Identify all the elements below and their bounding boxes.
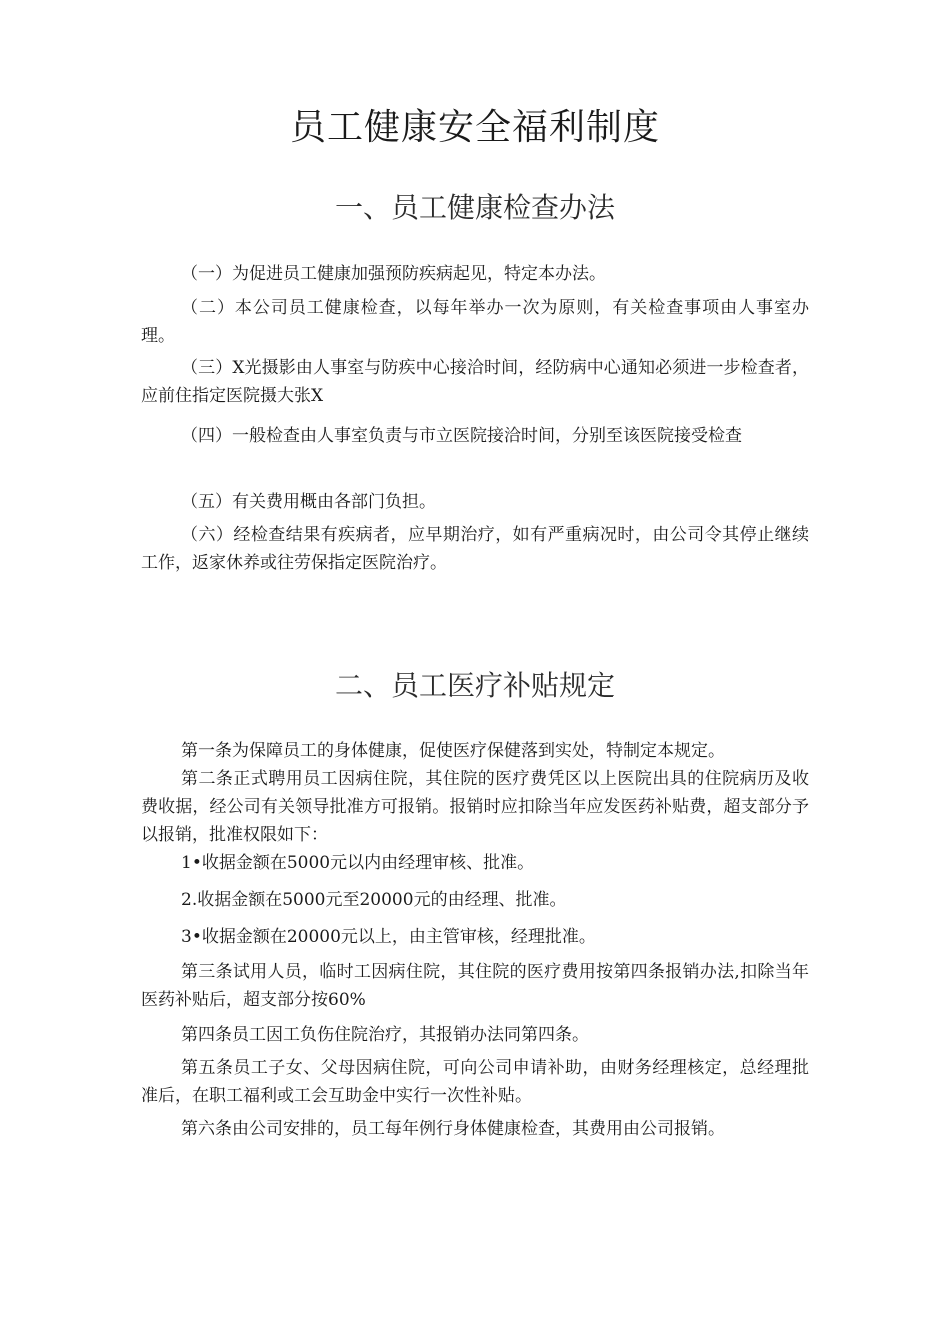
section-2-paragraph: 第六条由公司安排的，员工每年例行身体健康检查，其费用由公司报销。: [181, 1119, 725, 1139]
section-1-paragraph: （二）本公司员工健康检查，以每年举办一次为原则，有关检查事项由人事室办理。: [141, 298, 809, 346]
section-1-paragraph: （一）为促进员工健康加强预防疾病起见，特定本办法。: [181, 264, 606, 284]
section-1-paragraph: （五）有关费用概由各部门负担。: [181, 492, 436, 512]
section-2-paragraph: 2.收据金额在5000元至20000元的由经理、批准。: [181, 890, 567, 910]
section-2-paragraph: 第一条为保障员工的身体健康，促使医疗保健落到实处，特制定本规定。: [181, 741, 725, 761]
section-1-heading: 一、员工健康检查办法: [334, 191, 615, 224]
section-1-paragraph: （四）一般检查由人事室负责与市立医院接洽时间，分别至该医院接受检查: [181, 426, 742, 446]
section-2-paragraph: 3•收据金额在20000元以上，由主管审核，经理批准。: [181, 927, 596, 947]
section-1-paragraph: （三）X光摄影由人事室与防疾中心接洽时间，经防病中心通知必须进一步检查者，应前住指定医院摄大张X: [141, 358, 809, 406]
section-2-paragraph: 第四条员工因工负伤住院治疗，其报销办法同第四条。: [181, 1025, 589, 1045]
section-2-heading: 二、员工医疗补贴规定: [334, 669, 615, 702]
section-2-paragraph: 第二条正式聘用员工因病住院，其住院的医疗费凭区以上医院出具的住院病历及收费收据，经公司有关领导批准方可报销。报销时应扣除当年应发医药补贴费，超支部分予以报销，批准权限如下：: [141, 769, 809, 845]
section-2-paragraph: 1•收据金额在5000元以内由经理审核、批准。: [181, 853, 535, 873]
section-1-paragraph: （六）经检查结果有疾病者，应早期治疗，如有严重病况时，由公司令其停止继续工作，返家休养或往劳保指定医院治疗。: [141, 525, 809, 573]
section-2-paragraph: 第五条员工子女、父母因病住院，可向公司申请补助，由财务经理核定，总经理批准后，在职工福利或工会互助金中实行一次性补贴。: [141, 1058, 809, 1106]
document-title: 员工健康安全福利制度: [289, 107, 660, 148]
section-2-paragraph: 第三条试用人员，临时工因病住院，其住院的医疗费用按第四条报销办法,扣除当年医药补贴后，超支部分按60%: [141, 962, 809, 1010]
